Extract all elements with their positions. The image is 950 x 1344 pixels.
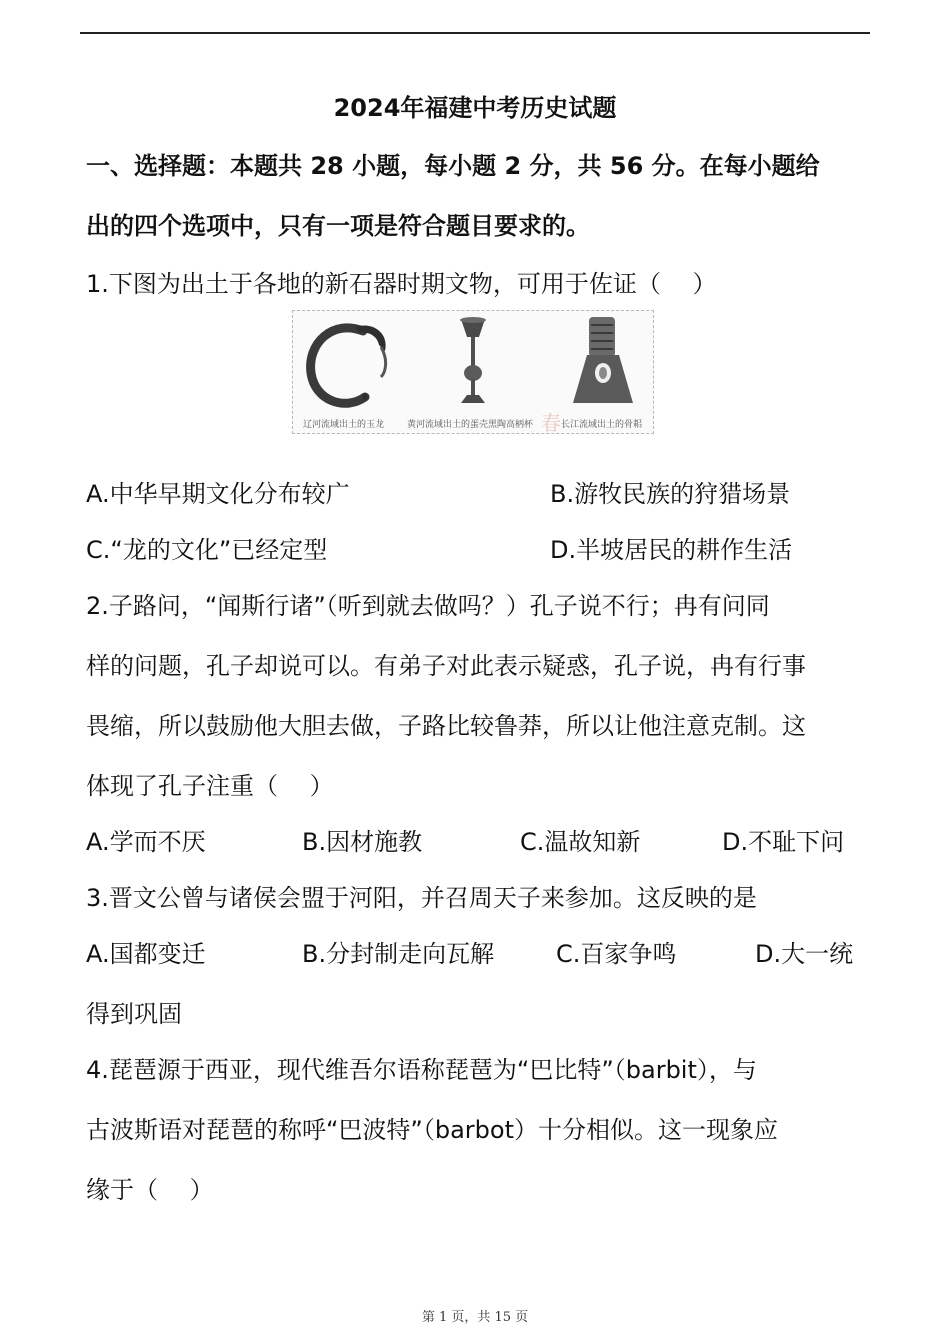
question-2-line-4: 体现了孔子注重（ ） xyxy=(86,772,334,800)
question-2-option-a: A.学而不厌 xyxy=(86,828,206,856)
question-4-line-3: 缘于（ ） xyxy=(86,1176,214,1204)
question-2-option-d: D.不耻下问 xyxy=(722,828,845,856)
artifact-figure xyxy=(292,310,654,434)
question-2-line-2: 样的问题，孔子却说可以。有弟子对此表示疑惑，孔子说，冉有行事 xyxy=(86,652,806,680)
caption-bone-spade: 长江流域出土的骨耜 xyxy=(561,420,643,430)
question-3-option-d-wrap: 得到巩固 xyxy=(86,1000,182,1028)
page-footer: 第 1 页，共 15 页 xyxy=(421,1310,529,1325)
page-title: 2024年福建中考历史试题 xyxy=(333,94,617,122)
figure-watermark: 春 xyxy=(541,411,561,435)
question-3-option-a: A.国都变迁 xyxy=(86,940,206,968)
section-heading-line-1: 一、选择题：本题共 28 小题，每小题 2 分，共 56 分。在每小题给 xyxy=(86,152,820,180)
question-1-option-c: C.“龙的文化”已经定型 xyxy=(86,536,328,564)
question-2-line-3: 畏缩，所以鼓励他大胆去做，子路比较鲁莽，所以让他注意克制。这 xyxy=(86,712,806,740)
question-3-option-c: C.百家争鸣 xyxy=(556,940,677,968)
question-2-line-1: 2.子路问，“闻斯行诸”（听到就去做吗？）孔子说不行；冉有问同 xyxy=(86,592,770,620)
caption-black-pottery-cup: 黄河流域出土的蛋壳黑陶高柄杯 xyxy=(407,420,534,430)
question-1-stem: 1.下图为出土于各地的新石器时期文物，可用于佐证（ ） xyxy=(86,270,717,298)
question-4-line-2: 古波斯语对琵琶的称呼“巴波特”（barbot）十分相似。这一现象应 xyxy=(86,1116,779,1144)
question-4-line-1: 4.琵琶源于西亚，现代维吾尔语称琵琶为“巴比特”（barbit），与 xyxy=(86,1056,757,1084)
question-1-option-b: B.游牧民族的狩猎场景 xyxy=(550,480,791,508)
header-rule xyxy=(80,32,870,34)
bone-spade-image xyxy=(573,317,633,403)
caption-jade-dragon: 辽河流域出土的玉龙 xyxy=(303,420,385,430)
question-3-option-d: D.大一统 xyxy=(755,940,854,968)
black-pottery-cup-image xyxy=(460,317,486,403)
jade-dragon-image xyxy=(311,325,386,403)
question-2-option-b: B.因材施教 xyxy=(302,828,423,856)
question-3-option-b: B.分封制走向瓦解 xyxy=(302,940,495,968)
question-2-option-c: C.温故知新 xyxy=(520,828,641,856)
question-1-option-d: D.半坡居民的耕作生活 xyxy=(550,536,793,564)
question-1-option-a: A.中华早期文化分布较广 xyxy=(86,480,350,508)
question-3-stem: 3.晋文公曾与诸侯会盟于河阳，并召周天子来参加。这反映的是 xyxy=(86,884,757,912)
section-heading-line-2: 出的四个选项中，只有一项是符合题目要求的。 xyxy=(86,212,590,240)
